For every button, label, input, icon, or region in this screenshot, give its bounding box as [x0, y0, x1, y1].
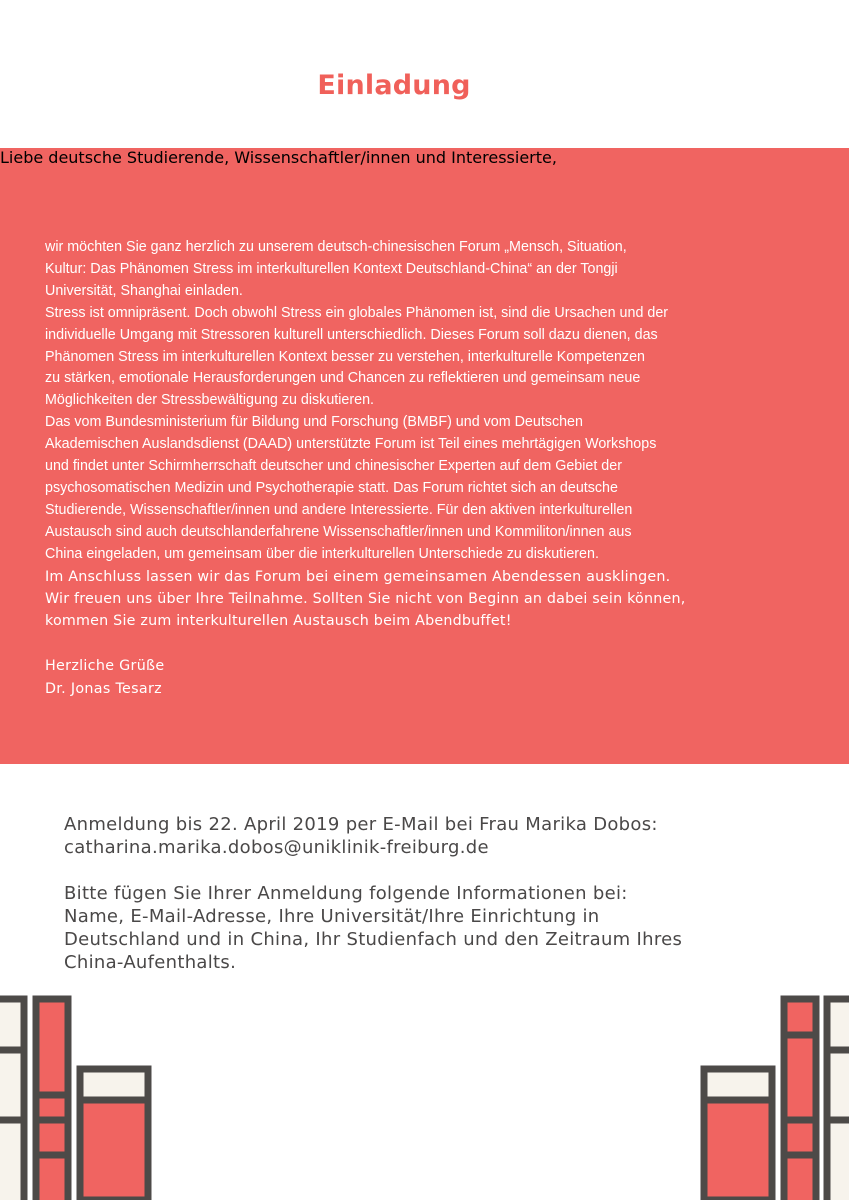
books-right-illustration [700, 995, 849, 1200]
invitation-body [45, 237, 835, 566]
body-line: und findet unter Schirmherrschaft deutscher und chinesischer Experten auf dem Gebiet der [45, 458, 622, 475]
body-line: Studierende, Wissenschaftler/innen und andere Interessierte. Für den aktiven interkulturellen [45, 501, 633, 518]
body-line: wir möchten Sie ganz herzlich zu unserem deutsch-chinesischen Forum „Mensch, Situation, [45, 239, 627, 255]
registration-info-line: Bitte fügen Sie Ihrer Anmeldung folgende Informationen bei: [64, 883, 628, 904]
body-line: psychosomatischen Medizin und Psychotherapie statt. Das Forum richtet sich an deutsche [45, 479, 618, 496]
closing-paragraph [45, 567, 835, 633]
registration-info-line: Name, E-Mail-Adresse, Ihre Universität/Ihre Einrichtung in [64, 906, 600, 927]
registration-info [64, 813, 804, 974]
spacer [64, 859, 804, 882]
signer-name: Dr. Jonas Tesarz [45, 681, 162, 697]
body-line: individuelle Umgang mit Stressoren kulturell unterschiedlich. Dieses Forum soll dazu dienen, das [45, 326, 658, 343]
body-line: Stress ist omnipräsent. Doch obwohl Stress ein globales Phänomen ist, sind die Ursachen und der [45, 304, 669, 321]
signoff: Herzliche Grüße [45, 658, 165, 674]
body-line: Akademischen Auslandsdienst (DAAD) unterstützte Forum ist Teil eines mehrtägigen Workshops [45, 436, 657, 453]
body-line: Austausch sind auch deutschlanderfahrene Wissenschaftler/innen und Kommiliton/innen aus [45, 523, 632, 540]
body-line: Das vom Bundesministerium für Bildung und Forschung (BMBF) und vom Deutschen [45, 414, 583, 431]
body-line: Universität, Shanghai einladen. [45, 282, 243, 299]
closing-line: kommen Sie zum interkulturellen Austausch beim Abendbuffet! [45, 612, 512, 629]
page-title: Einladung [317, 70, 471, 101]
body-line: Kultur: Das Phänomen Stress im interkulturellen Kontext Deutschland-China“ an der Tongji [45, 260, 618, 277]
greeting-line: Liebe deutsche Studierende, Wissenschaftler/innen und Interessierte, [0, 148, 557, 167]
body-line: zu stärken, emotionale Herausforderungen und Chancen zu reflektieren und gemeinsam neue [45, 370, 641, 387]
books-left-illustration [0, 995, 160, 1200]
body-line: Phänomen Stress im interkulturellen Kontext besser zu verstehen, interkulturelle Kompetenzen [45, 348, 645, 365]
closing-line: Wir freuen uns über Ihre Teilnahme. Sollten Sie nicht von Beginn an dabei sein können, [45, 590, 686, 607]
signature-block [45, 655, 164, 701]
body-line: Möglichkeiten der Stressbewältigung zu diskutieren. [45, 392, 375, 409]
body-line: China eingeladen, um gemeinsam über die interkulturellen Unterschiede zu diskutieren. [45, 545, 599, 562]
registration-deadline: Anmeldung bis 22. April 2019 per E-Mail bei Frau Marika Dobos: [64, 814, 658, 835]
registration-email: catharina.marika.dobos@uniklinik-freiburg.de [64, 837, 489, 858]
registration-info-line: Deutschland und in China, Ihr Studienfach und den Zeitraum Ihres [64, 929, 683, 950]
registration-info-line: China-Aufenthalts. [64, 952, 237, 973]
closing-line: Im Anschluss lassen wir das Forum bei einem gemeinsamen Abendessen ausklingen. [45, 569, 671, 585]
